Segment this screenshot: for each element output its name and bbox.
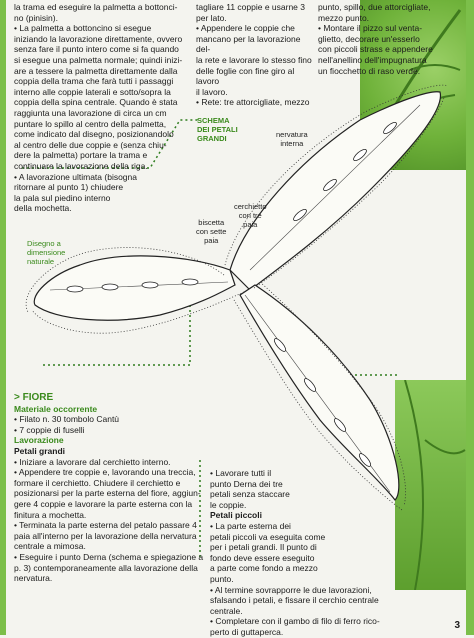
text-line: no (pinisin).: [14, 12, 58, 23]
text-line: finitura a mochetta.: [14, 509, 87, 520]
text-line: p. 3) contemporaneamente alla lavorazione della: [14, 562, 198, 573]
text-line: puntare lo spillo al centro della palmetta,: [14, 118, 167, 129]
text-line: con piccoli strass e appendere: [318, 44, 433, 55]
text-line: fondo deve essere eseguito: [210, 552, 315, 563]
material-item: • Filato n. 30 tombolo Cantù: [14, 414, 120, 425]
text-line: delle foglie con fine giro al lavoro: [196, 65, 295, 87]
schema-title: SCHEMA DEI PETALI GRANDI: [197, 116, 238, 143]
instructions-column-2-bottom: [210, 468, 390, 638]
text-line: a parte come fondo a mezzo: [210, 563, 318, 574]
material-item: • 7 coppie di fuselli: [14, 424, 85, 435]
text-line: • Completare con il gambo di filo di ferro rico-: [210, 616, 380, 627]
text-line: • Montare il pizzo sul venta-: [318, 23, 423, 34]
text-line: per i petali grandi. Il punto di: [210, 542, 317, 553]
text-line: glietto, decorare un'esserlo: [318, 33, 420, 44]
instructions-column-3-top: [318, 2, 443, 76]
text-line: nell'anellino dell'impugnatura: [318, 54, 427, 65]
text-line: centrale a mimosa.: [14, 541, 86, 552]
text-line: raggiunta una lavorazione di circa un cm: [14, 107, 167, 118]
text-line: le coppie.: [210, 499, 247, 510]
text-line: tagliare 11 coppie e usarne 3: [196, 2, 306, 12]
text-line: senza fare il punto intero come si fa quando: [14, 44, 179, 55]
text-line: della mochetta.: [14, 203, 72, 214]
text-line: coppia della spina centrale. Quando è stata: [14, 97, 178, 108]
text-line: • A lavorazione ultimata (bisogna: [14, 171, 137, 182]
text-line: • Iniziare a lavorare dal cerchietto interno.: [14, 456, 171, 467]
instructions-column-1-top: [14, 2, 189, 214]
text-line: coppia della trama che farà tutti i passaggi: [14, 76, 174, 87]
text-line: dere la palmetta) portare la trama e: [14, 150, 148, 161]
section-header: > FIORE: [14, 392, 54, 403]
text-line: gere 4 coppie e lavorare la parte esterna con la: [14, 498, 193, 509]
text-line: • Terminata la parte esterna del petalo passare 4: [14, 520, 197, 531]
instructions-column-2-top: [196, 2, 316, 108]
subheading-petali-grandi: Petali grandi: [14, 445, 66, 456]
text-line: si esegue una palmetta normale; quindi inizi-: [14, 54, 183, 65]
text-line: punto.: [210, 573, 234, 584]
subheading-petali-piccoli: Petali piccoli: [210, 510, 262, 521]
text-line: interno alle coppie laterali e sotto/sopra la: [14, 86, 171, 97]
text-line: mezzo punto.: [318, 12, 370, 23]
text-line: are a tessere la palmetta direttamente dalla: [14, 65, 178, 76]
text-line: la pala sul piedino interno: [14, 192, 111, 203]
text-line: formare il cerchietto. Chiudere il cerchietto e: [14, 477, 181, 488]
text-line: come indicato dal disegno, posizionandolo: [14, 129, 174, 140]
text-line: per lato.: [196, 12, 227, 23]
text-line: iniziando la lavorazione direttamente, ovvero: [14, 33, 183, 44]
text-line: petali senza staccare: [210, 489, 290, 500]
text-line: • Lavorare tutti il: [210, 468, 272, 478]
text-line: mancano per la lavorazione del-: [196, 33, 301, 55]
text-line: posizionarsi per la parte esterna del fiore, aggiun-: [14, 488, 201, 499]
text-line: perto di guttaperca.: [210, 626, 284, 637]
text-line: punto, spillo, due attorcigliate,: [318, 2, 431, 12]
label-biscetta: biscetta con sette paia: [196, 218, 227, 245]
text-line: ritornare al punto 1) chiudere: [14, 182, 124, 193]
text-line: sfalsando i petali, e fissare il cerchio centrale: [210, 595, 379, 606]
label-nervatura-interna: nervatura interna: [276, 130, 308, 148]
text-line: punto Derna dei tre: [210, 478, 283, 489]
text-line: • Appendere le coppie che: [196, 23, 295, 34]
label-disegno-dimensione: Disegno a dimensione naturale: [27, 239, 66, 266]
text-line: nervatura.: [14, 573, 53, 584]
text-line: la trama ed eseguire la palmetta a bottonci-: [14, 2, 178, 12]
text-line: centrale.: [210, 605, 243, 616]
text-line: il lavoro.: [196, 86, 228, 97]
text-line: continuare la lavorazione della riga.: [14, 160, 148, 171]
text-line: • Eseguire i punto Derna (schema e spiegazione a: [14, 551, 204, 562]
text-line: • Rete: tre attorcigliate, mezzo: [196, 97, 310, 108]
subheading-lavorazione: Lavorazione: [14, 435, 64, 446]
fiore-section: [14, 393, 214, 584]
text-line: al centro delle due coppie e (senza chiu-: [14, 139, 167, 150]
text-line: • Appendere tre coppie e, lavorando una treccia,: [14, 467, 196, 478]
text-line: • Al termine sovrapporre le due lavorazioni,: [210, 584, 372, 595]
subheading-materiale: Materiale occorrente: [14, 403, 98, 414]
page-number: 3: [454, 620, 460, 631]
text-line: • La palmetta a bottoncino si esegue: [14, 23, 152, 34]
text-line: • La parte esterna dei: [210, 520, 291, 531]
text-line: paia all'interno per la lavorazione della nervatura: [14, 530, 197, 541]
text-line: petali piccoli va eseguita come: [210, 531, 326, 542]
label-cerchietto: cerchietto con tre paia: [234, 202, 267, 229]
text-line: la rete e lavorare lo stesso fino: [196, 54, 312, 65]
text-line: un fiocchetto di raso verde.: [318, 65, 421, 76]
